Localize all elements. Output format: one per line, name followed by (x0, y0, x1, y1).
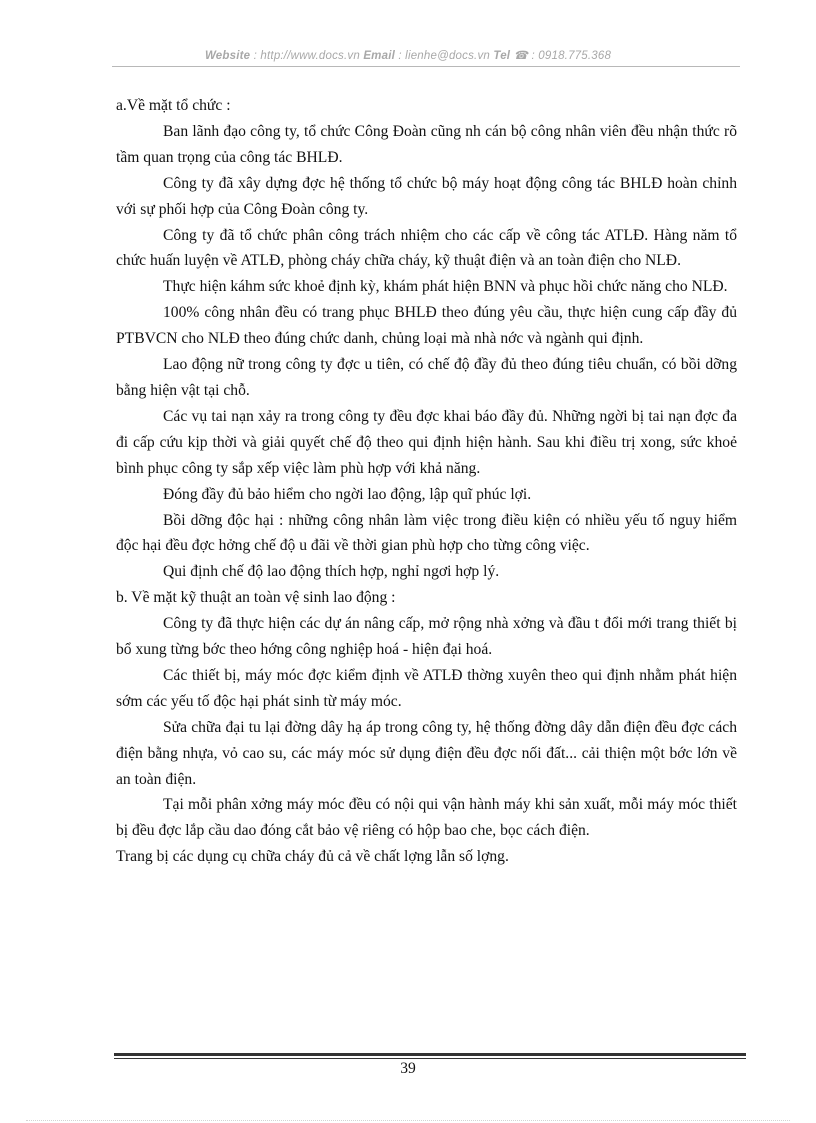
body-paragraph: Các thiết bị, máy móc đợc kiểm định về ATLĐ thờng xuyên theo qui định nhằm phát hiện sớm các yếu tố độc hại phát sinh từ máy móc. (116, 666, 737, 710)
website-label: Website (204, 50, 251, 62)
body-paragraph: Các vụ tai nạn xảy ra trong công ty đều đợc khai báo đầy đủ. Những ngời bị tai nạn đợc đa đi cấp cứu kịp thời và giải quyết chế độ theo qui định hiện hành. Sau khi điều trị xong, sức khoẻ bình phục công ty sắp xếp việc làm phù hợp với khả năng. (116, 407, 737, 477)
header-divider (112, 66, 740, 67)
body-paragraph: Tại mỗi phân xởng máy móc đều có nội qui vận hành máy khi sản xuất, mỗi máy móc thiết bị đều đợc lắp cầu dao đóng cắt bảo vệ riêng có hộp bao che, bọc cách điện. (116, 796, 737, 840)
body-paragraph: Thực hiện káhm sức khoẻ định kỳ, khám phát hiện BNN và phục hồi chức năng cho NLĐ. (163, 278, 728, 296)
body-paragraph: Trang bị các dụng cụ chữa cháy đủ cả về chất lợng lẫn số lợng. (116, 848, 509, 866)
page-number: 39 (400, 1060, 416, 1077)
email-label: Email (363, 50, 395, 62)
email-address: : lienhe@docs.vn (395, 50, 494, 62)
body-paragraph: Công ty đã tổ chức phân công trách nhiệm cho các cấp về công tác ATLĐ. Hàng năm tổ chức huấn luyện về ATLĐ, phòng cháy chữa cháy, kỹ thuật điện và an toàn điện cho NLĐ. (116, 226, 737, 270)
body-paragraph: Đóng đầy đủ bảo hiểm cho ngời lao động, lập quĩ phúc lợi. (163, 485, 532, 503)
body-paragraph: 100% công nhân đều có trang phục BHLĐ theo đúng yêu cầu, thực hiện cung cấp đầy đủ PTBVCN cho NLĐ theo đúng chức danh, chủng loại mà nhà nớc và ngành qui định. (116, 304, 737, 348)
body-paragraph: Bồi dỡng độc hại : những công nhân làm việc trong điều kiện có nhiều yếu tố nguy hiểm độc hại đều đợc hởng chế độ u đãi về thời gian phù hợp cho từng công việc. (116, 511, 737, 555)
tel-number: ☎ : 0918.775.368 (510, 50, 612, 62)
section-heading-a: a.Về mặt tổ chức : (116, 97, 231, 114)
document-body (116, 93, 737, 870)
body-paragraph: Ban lãnh đạo công ty, tổ chức Công Đoàn cũng nh cán bộ công nhân viên đều nhận thức rõ tầm quan trọng của công tác BHLĐ. (116, 122, 737, 166)
body-paragraph: Sửa chữa đại tu lại đờng dây hạ áp trong công ty, hệ thống đờng dây dẫn điện đều đợc cách điện bằng nhựa, vỏ cao su, các máy móc sử dụng điện đều đợc nối đất... cải thiện một bớc lớn về an toàn điện. (116, 718, 737, 788)
page-header (0, 48, 816, 62)
page-bottom-dotted-edge (26, 1120, 790, 1121)
website-url: : http://www.docs.vn (250, 50, 364, 62)
body-paragraph: Lao động nữ trong công ty đợc u tiên, có chế độ đầy đủ theo đúng tiêu chuẩn, có bồi dỡng bằng hiện vật tại chỗ. (116, 356, 737, 399)
tel-label: Tel (493, 50, 511, 62)
footer-divider-thick (114, 1053, 746, 1056)
body-paragraph: Qui định chế độ lao động thích hợp, nghỉ ngơi hợp lý. (163, 563, 500, 581)
body-paragraph: Công ty đã xây dựng đợc hệ thống tổ chức bộ máy hoạt động công tác BHLĐ hoàn chỉnh với sự phối hợp của Công Đoàn công ty. (116, 174, 737, 218)
body-paragraph: Công ty đã thực hiện các dự án nâng cấp, mở rộng nhà xởng và đầu t đổi mới trang thiết bị bổ xung từng bớc theo hớng công nghiệp hoá - hiện đại hoá. (116, 615, 737, 659)
section-heading-b: b. Về mặt kỹ thuật an toàn vệ sinh lao động : (116, 589, 396, 607)
